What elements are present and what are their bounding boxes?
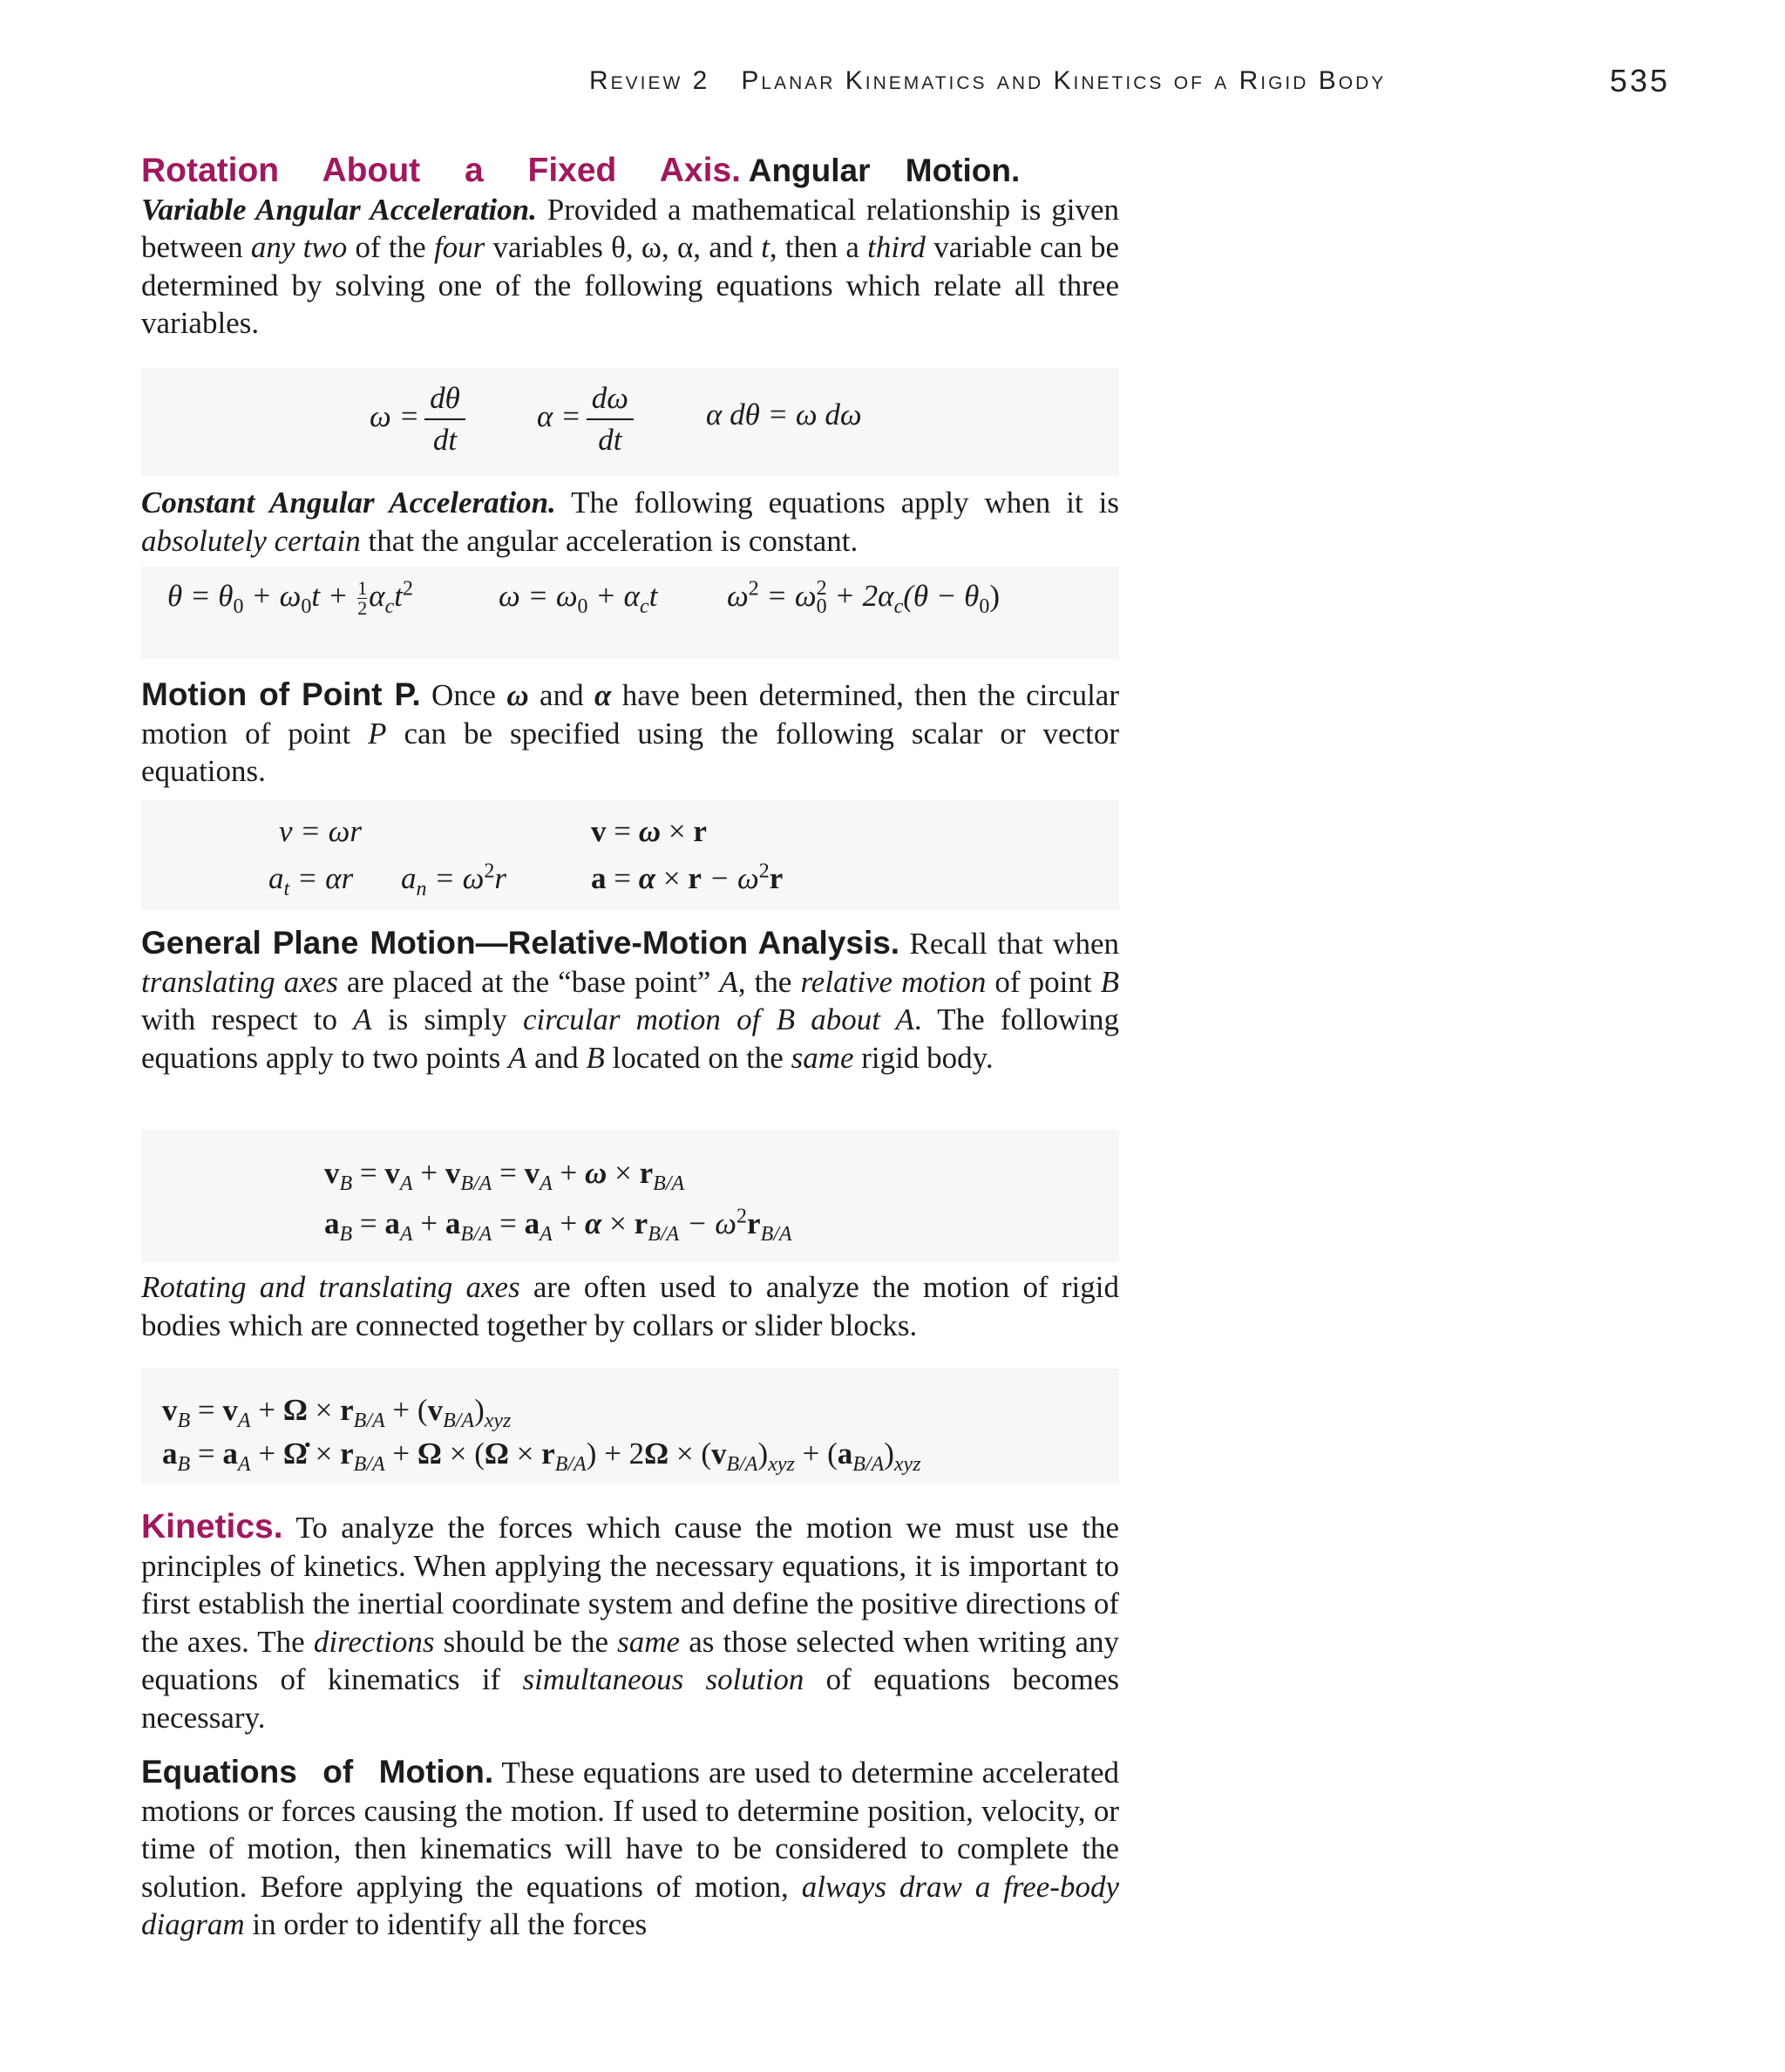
point-p-paragraph: Motion of Point P. Once ω and α have been determined, then the circular motion of point P can be specified using the following scalar or vector equations. bbox=[141, 676, 1119, 788]
variable-equations-box bbox=[141, 368, 1119, 476]
v-scalar-equation: v = ωr bbox=[279, 814, 362, 848]
kinetics-heading: Kinetics. bbox=[141, 1508, 283, 1546]
relative-motion-equations-box bbox=[141, 1130, 1119, 1262]
half-fraction: $\frac{1}{2}$ bbox=[357, 577, 368, 620]
equations-of-motion-paragraph: Equations of Motion. These equations are used to determine accelerated motions or forces causing the motion. If used to determine position, velocity, or time of motion, then kinematics will have to be considered to complete the solution. Before applying the equations of motion, always draw a free-body diagram in order to identify all the forces bbox=[141, 1754, 1119, 1941]
theta-constant-equation: $\theta = \theta_0 + \omega_0t$ + $\frac{1}{2}$ $\alpha_ct^2$ bbox=[167, 577, 413, 620]
page-header bbox=[589, 59, 1670, 103]
rotating-axes-equations-box bbox=[141, 1369, 1119, 1484]
page-number: 535 bbox=[1609, 63, 1670, 99]
running-head bbox=[589, 59, 1386, 103]
angular-motion-heading: Angular Motion. bbox=[748, 153, 1021, 188]
general-plane-motion-heading: General Plane Motion—Relative-Motion Analysis. bbox=[141, 925, 900, 961]
relative-acceleration-equation: $a_B = a_A + a_{B/A} = a_A + \alpha \times r_{B/A} - \omega^2r_{B/A}$ bbox=[324, 1205, 792, 1246]
rotation-paragraph: Rotation About a Fixed Axis. Angular Motion. Variable Angular Acceleration. Provided a mathematical relationship is given between any two of the four variables θ, ω, α, and t, then a third variable can be determined by solving one of the following equations which relate all three variables. bbox=[141, 152, 1120, 340]
equations-of-motion-heading: Equations of Motion. bbox=[141, 1754, 494, 1790]
constant-equations-box bbox=[141, 567, 1119, 659]
omega-squared-equation: $\omega^2 = \omega_0^2 + 2\alpha_c(\theta - \theta_0)$ bbox=[727, 577, 1001, 618]
constant-acceleration-subheading: Constant Angular Acceleration. bbox=[141, 486, 556, 520]
omega-fraction: $\frac{d\theta}{dt}$ bbox=[424, 378, 465, 460]
alpha-fraction: $\frac{d\omega}{dt}$ bbox=[587, 378, 634, 460]
omega-equation: ω = $\frac{d\theta}{dt}$ bbox=[370, 378, 471, 460]
a-vector-equation: $a = \alpha \times r - \omega^2r$ bbox=[591, 859, 784, 895]
rotating-acceleration-equation: $a_B = a_A$ + Ω̇ × $r_{B/A} + \Omega \times (\Omega \times r_{B/A}) + 2\Omega \times (v_{B/A})_{xyz} + (a_{B/A})_{xyz}$ bbox=[162, 1437, 921, 1476]
point-p-equations-box bbox=[141, 800, 1119, 910]
alpha-equation: α = $\frac{d\omega}{dt}$ bbox=[537, 378, 639, 460]
v-vector-equation: v = ω × r bbox=[591, 814, 707, 848]
rotation-heading: Rotation About a Fixed Axis. bbox=[141, 152, 741, 189]
kinetics-paragraph: Kinetics. To analyze the forces which cause the motion we must use the principles of kinetics. When applying the necessary equations, it is important to first establish the inertial coordinate system and define the positive directions of the axes. The directions should be the same as those selected when writing any equations of kinematics if simultaneous solution of equations becomes necessary. bbox=[141, 1508, 1119, 1735]
running-head-review: Review 2 bbox=[589, 66, 710, 95]
rotating-velocity-equation: $v_B = v_A + \Omega \times r_{B/A} + (v_{B/A})_{xyz}$ bbox=[162, 1393, 512, 1432]
relative-velocity-equation: $v_B = v_A + v_{B/A} = v_A + \omega \times r_{B/A}$ bbox=[324, 1156, 685, 1195]
variable-acceleration-subheading: Variable Angular Acceleration. bbox=[141, 192, 537, 227]
alpha-dtheta-equation: α dθ = ω dω bbox=[706, 397, 862, 431]
constant-acceleration-paragraph: Constant Angular Acceleration. The following equations apply when it is absolutely certain that the angular acceleration is constant. bbox=[141, 486, 1120, 558]
running-head-title: Planar Kinematics and Kinetics of a Rigid Body bbox=[741, 66, 1387, 95]
general-plane-motion-paragraph: General Plane Motion—Relative-Motion Analysis. Recall that when translating axes are placed at the “base point” A, the relative motion of point B with respect to A is simply circular motion of B about A. The following equations apply to two points A and B located on the same rigid body. bbox=[141, 925, 1120, 1075]
point-p-heading: Motion of Point P. bbox=[141, 676, 421, 712]
an-equation: $a_n = \omega^2r$ bbox=[401, 859, 506, 900]
at-equation: $a_t = \alpha r$ bbox=[268, 861, 354, 900]
omega-constant-equation: $\omega = \omega_0 + \alpha_ct$ bbox=[499, 579, 658, 618]
rotating-axes-paragraph: Rotating and translating axes are often used to analyze the motion of rigid bodies which are connected together by collars or slider blocks. bbox=[141, 1270, 1119, 1342]
